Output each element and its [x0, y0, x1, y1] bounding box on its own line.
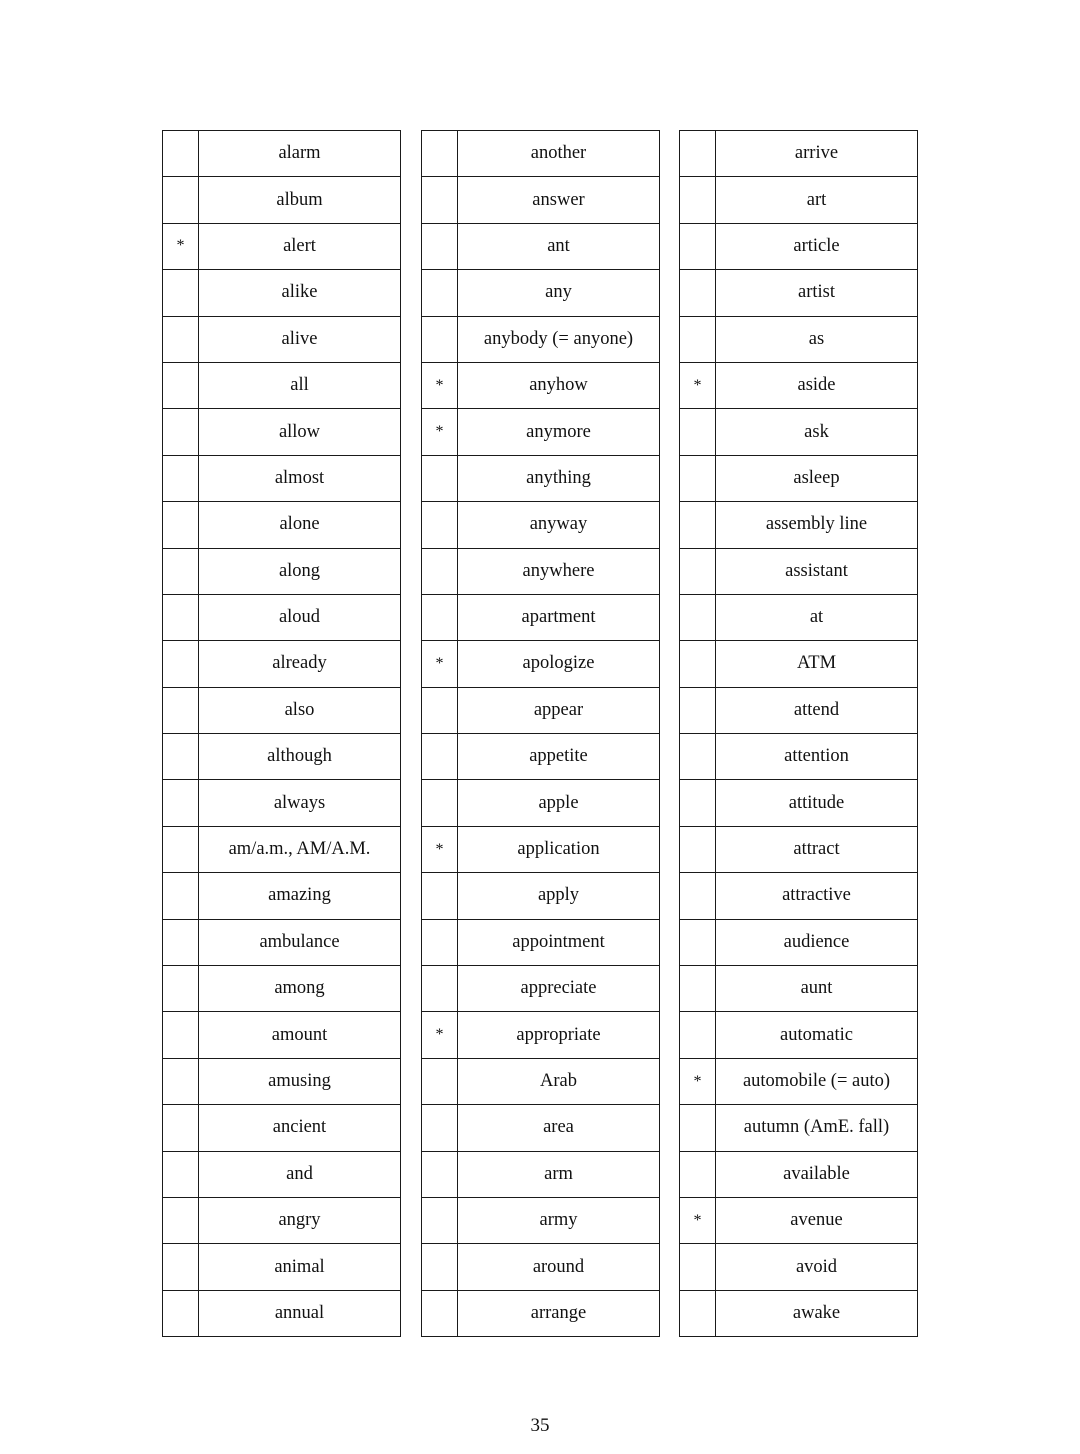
vocabulary-word: awake: [716, 1290, 918, 1336]
table-row: [422, 1058, 660, 1104]
table-row: [163, 641, 401, 687]
vocabulary-word: allow: [199, 409, 401, 455]
vocabulary-word: animal: [199, 1244, 401, 1290]
table-row: [163, 780, 401, 826]
vocabulary-word: anyhow: [458, 362, 660, 408]
table-row: [680, 919, 918, 965]
table-row: [680, 177, 918, 223]
vocabulary-word: as: [716, 316, 918, 362]
asterisk-mark: [163, 1197, 199, 1243]
asterisk-mark: [163, 687, 199, 733]
vocabulary-word: although: [199, 734, 401, 780]
vocabulary-word: appointment: [458, 919, 660, 965]
word-table-column-1: [162, 130, 401, 1337]
table-row: [163, 362, 401, 408]
vocabulary-word: angry: [199, 1197, 401, 1243]
table-row: [680, 641, 918, 687]
asterisk-mark: [422, 966, 458, 1012]
asterisk-mark: [422, 502, 458, 548]
asterisk-mark: [680, 1151, 716, 1197]
vocabulary-word: apple: [458, 780, 660, 826]
vocabulary-word: also: [199, 687, 401, 733]
table-row: [422, 409, 660, 455]
vocabulary-word: all: [199, 362, 401, 408]
table-row: [422, 780, 660, 826]
asterisk-mark: [680, 1290, 716, 1336]
asterisk-mark: [680, 594, 716, 640]
vocabulary-word: ancient: [199, 1105, 401, 1151]
vocabulary-word: arm: [458, 1151, 660, 1197]
asterisk-mark: [422, 177, 458, 223]
vocabulary-word: attend: [716, 687, 918, 733]
asterisk-mark: [422, 1290, 458, 1336]
vocabulary-word: ask: [716, 409, 918, 455]
vocabulary-word: autumn (AmE. fall): [716, 1105, 918, 1151]
vocabulary-word: audience: [716, 919, 918, 965]
vocabulary-word: alone: [199, 502, 401, 548]
table-row: [422, 316, 660, 362]
asterisk-mark: [163, 502, 199, 548]
vocabulary-word: already: [199, 641, 401, 687]
vocabulary-word: apply: [458, 873, 660, 919]
table-row: [680, 362, 918, 408]
vocabulary-word: assistant: [716, 548, 918, 594]
table-row: [422, 502, 660, 548]
table-row: [422, 270, 660, 316]
asterisk-mark: *: [422, 362, 458, 408]
asterisk-mark: [680, 316, 716, 362]
asterisk-mark: [680, 548, 716, 594]
asterisk-mark: [163, 1105, 199, 1151]
asterisk-mark: [163, 362, 199, 408]
table-row: [680, 548, 918, 594]
table-row: [680, 780, 918, 826]
asterisk-mark: [680, 641, 716, 687]
table-row: [422, 548, 660, 594]
word-table-column-3: [679, 130, 918, 1337]
table-row: [422, 919, 660, 965]
vocabulary-word: arrange: [458, 1290, 660, 1336]
asterisk-mark: [163, 594, 199, 640]
asterisk-mark: [163, 1058, 199, 1104]
vocabulary-word: ant: [458, 223, 660, 269]
vocabulary-word: almost: [199, 455, 401, 501]
table-row: [680, 873, 918, 919]
asterisk-mark: *: [680, 1058, 716, 1104]
asterisk-mark: [163, 316, 199, 362]
table-row: [680, 1058, 918, 1104]
vocabulary-word: avoid: [716, 1244, 918, 1290]
table-row: [422, 131, 660, 177]
vocabulary-word: amusing: [199, 1058, 401, 1104]
table-row: [680, 131, 918, 177]
vocabulary-word: any: [458, 270, 660, 316]
table-row: [422, 873, 660, 919]
table-row: [163, 1058, 401, 1104]
asterisk-mark: [163, 455, 199, 501]
asterisk-mark: *: [422, 641, 458, 687]
vocabulary-word: around: [458, 1244, 660, 1290]
vocabulary-word: amount: [199, 1012, 401, 1058]
asterisk-mark: [163, 1151, 199, 1197]
vocabulary-word: among: [199, 966, 401, 1012]
table-row: [163, 734, 401, 780]
vocabulary-word: anymore: [458, 409, 660, 455]
vocabulary-word: answer: [458, 177, 660, 223]
vocabulary-word: ATM: [716, 641, 918, 687]
asterisk-mark: *: [422, 826, 458, 872]
asterisk-mark: [163, 826, 199, 872]
vocabulary-word: appropriate: [458, 1012, 660, 1058]
vocabulary-word: anybody (= anyone): [458, 316, 660, 362]
vocabulary-word: appetite: [458, 734, 660, 780]
asterisk-mark: [680, 873, 716, 919]
table-row: [422, 687, 660, 733]
table-row: [680, 1151, 918, 1197]
vocabulary-word: appear: [458, 687, 660, 733]
vocabulary-word: automatic: [716, 1012, 918, 1058]
asterisk-mark: [680, 826, 716, 872]
asterisk-mark: [163, 548, 199, 594]
asterisk-mark: [163, 873, 199, 919]
vocabulary-word: alike: [199, 270, 401, 316]
asterisk-mark: [422, 1197, 458, 1243]
asterisk-mark: [680, 966, 716, 1012]
asterisk-mark: [163, 919, 199, 965]
asterisk-mark: [422, 1058, 458, 1104]
table-row: [422, 641, 660, 687]
vocabulary-word: automobile (= auto): [716, 1058, 918, 1104]
table-row: [163, 1012, 401, 1058]
asterisk-mark: [422, 780, 458, 826]
table-row: [163, 223, 401, 269]
asterisk-mark: [163, 409, 199, 455]
table-row: [422, 594, 660, 640]
table-row: [680, 594, 918, 640]
table-row: [422, 1290, 660, 1336]
table-row: [163, 1105, 401, 1151]
table-row: [422, 1012, 660, 1058]
table-row: [680, 826, 918, 872]
table-row: [680, 502, 918, 548]
vocabulary-word: attention: [716, 734, 918, 780]
vocabulary-word: artist: [716, 270, 918, 316]
vocabulary-word: album: [199, 177, 401, 223]
table-row: [163, 1290, 401, 1336]
table-row: [163, 1151, 401, 1197]
table-row: [422, 966, 660, 1012]
table-row: [422, 1151, 660, 1197]
table-row: [680, 1012, 918, 1058]
vocabulary-word: application: [458, 826, 660, 872]
table-row: [680, 316, 918, 362]
asterisk-mark: [422, 873, 458, 919]
asterisk-mark: [422, 131, 458, 177]
vocabulary-word: attractive: [716, 873, 918, 919]
asterisk-mark: [422, 919, 458, 965]
asterisk-mark: [422, 1105, 458, 1151]
asterisk-mark: [163, 780, 199, 826]
table-row: [422, 177, 660, 223]
table-row: [680, 409, 918, 455]
asterisk-mark: [422, 1151, 458, 1197]
asterisk-mark: [680, 409, 716, 455]
asterisk-mark: [680, 687, 716, 733]
vocabulary-word: aunt: [716, 966, 918, 1012]
vocabulary-word: area: [458, 1105, 660, 1151]
table-row: [163, 687, 401, 733]
vocabulary-word: alarm: [199, 131, 401, 177]
table-row: [163, 502, 401, 548]
vocabulary-word: anywhere: [458, 548, 660, 594]
vocabulary-word: alive: [199, 316, 401, 362]
vocabulary-word: army: [458, 1197, 660, 1243]
asterisk-mark: [680, 455, 716, 501]
asterisk-mark: [163, 270, 199, 316]
table-row: [680, 1290, 918, 1336]
table-row: [422, 826, 660, 872]
table-row: [422, 362, 660, 408]
table-row: [163, 826, 401, 872]
vocabulary-word: am/a.m., AM/A.M.: [199, 826, 401, 872]
asterisk-mark: *: [422, 409, 458, 455]
table-row: [680, 734, 918, 780]
asterisk-mark: [680, 177, 716, 223]
table-row: [422, 223, 660, 269]
asterisk-mark: [680, 919, 716, 965]
vocabulary-word: appreciate: [458, 966, 660, 1012]
asterisk-mark: [422, 223, 458, 269]
table-row: [680, 966, 918, 1012]
vocabulary-word: anyway: [458, 502, 660, 548]
vocabulary-word: Arab: [458, 1058, 660, 1104]
asterisk-mark: *: [680, 1197, 716, 1243]
asterisk-mark: *: [422, 1012, 458, 1058]
asterisk-mark: [422, 455, 458, 501]
table-row: [680, 1105, 918, 1151]
vocabulary-word: alert: [199, 223, 401, 269]
vocabulary-word: and: [199, 1151, 401, 1197]
asterisk-mark: [163, 177, 199, 223]
table-row: [680, 223, 918, 269]
table-row: [163, 1197, 401, 1243]
table-row: [163, 1244, 401, 1290]
asterisk-mark: *: [680, 362, 716, 408]
asterisk-mark: [680, 502, 716, 548]
table-row: [163, 455, 401, 501]
table-row: [163, 270, 401, 316]
asterisk-mark: [680, 270, 716, 316]
asterisk-mark: [163, 1012, 199, 1058]
vocabulary-word: apartment: [458, 594, 660, 640]
asterisk-mark: [422, 734, 458, 780]
asterisk-mark: [163, 1290, 199, 1336]
vocabulary-word: amazing: [199, 873, 401, 919]
table-row: [163, 919, 401, 965]
table-row: [163, 316, 401, 362]
vocabulary-word: available: [716, 1151, 918, 1197]
vocabulary-word: article: [716, 223, 918, 269]
vocabulary-word: arrive: [716, 131, 918, 177]
word-table-column-2: [421, 130, 660, 1337]
asterisk-mark: [422, 270, 458, 316]
table-row: [422, 1244, 660, 1290]
asterisk-mark: [680, 131, 716, 177]
asterisk-mark: [680, 734, 716, 780]
vocabulary-word: aloud: [199, 594, 401, 640]
table-row: [163, 409, 401, 455]
asterisk-mark: [680, 1012, 716, 1058]
vocabulary-word: avenue: [716, 1197, 918, 1243]
vocabulary-word: always: [199, 780, 401, 826]
vocabulary-word: apologize: [458, 641, 660, 687]
table-row: [422, 455, 660, 501]
asterisk-mark: [422, 1244, 458, 1290]
vocabulary-word: anything: [458, 455, 660, 501]
vocabulary-word: art: [716, 177, 918, 223]
asterisk-mark: *: [163, 223, 199, 269]
table-row: [680, 455, 918, 501]
asterisk-mark: [422, 316, 458, 362]
table-row: [163, 966, 401, 1012]
table-row: [422, 734, 660, 780]
page-number: 35: [530, 1415, 550, 1436]
vocabulary-word: attract: [716, 826, 918, 872]
table-row: [680, 270, 918, 316]
asterisk-mark: [163, 131, 199, 177]
vocabulary-word: assembly line: [716, 502, 918, 548]
asterisk-mark: [163, 641, 199, 687]
vocabulary-word: asleep: [716, 455, 918, 501]
asterisk-mark: [680, 223, 716, 269]
vocabulary-word: attitude: [716, 780, 918, 826]
table-row: [163, 594, 401, 640]
table-row: [680, 687, 918, 733]
asterisk-mark: [163, 734, 199, 780]
table-row: [680, 1197, 918, 1243]
table-row: [680, 1244, 918, 1290]
table-row: [163, 873, 401, 919]
asterisk-mark: [163, 1244, 199, 1290]
table-row: [422, 1105, 660, 1151]
vocabulary-word: annual: [199, 1290, 401, 1336]
table-row: [422, 1197, 660, 1243]
vocabulary-word: along: [199, 548, 401, 594]
asterisk-mark: [422, 548, 458, 594]
vocabulary-word: aside: [716, 362, 918, 408]
asterisk-mark: [680, 1244, 716, 1290]
table-row: [163, 131, 401, 177]
asterisk-mark: [422, 687, 458, 733]
vocabulary-word: at: [716, 594, 918, 640]
table-row: [163, 177, 401, 223]
vocabulary-word: ambulance: [199, 919, 401, 965]
asterisk-mark: [680, 780, 716, 826]
asterisk-mark: [680, 1105, 716, 1151]
asterisk-mark: [422, 594, 458, 640]
table-row: [163, 548, 401, 594]
vocabulary-word: another: [458, 131, 660, 177]
asterisk-mark: [163, 966, 199, 1012]
